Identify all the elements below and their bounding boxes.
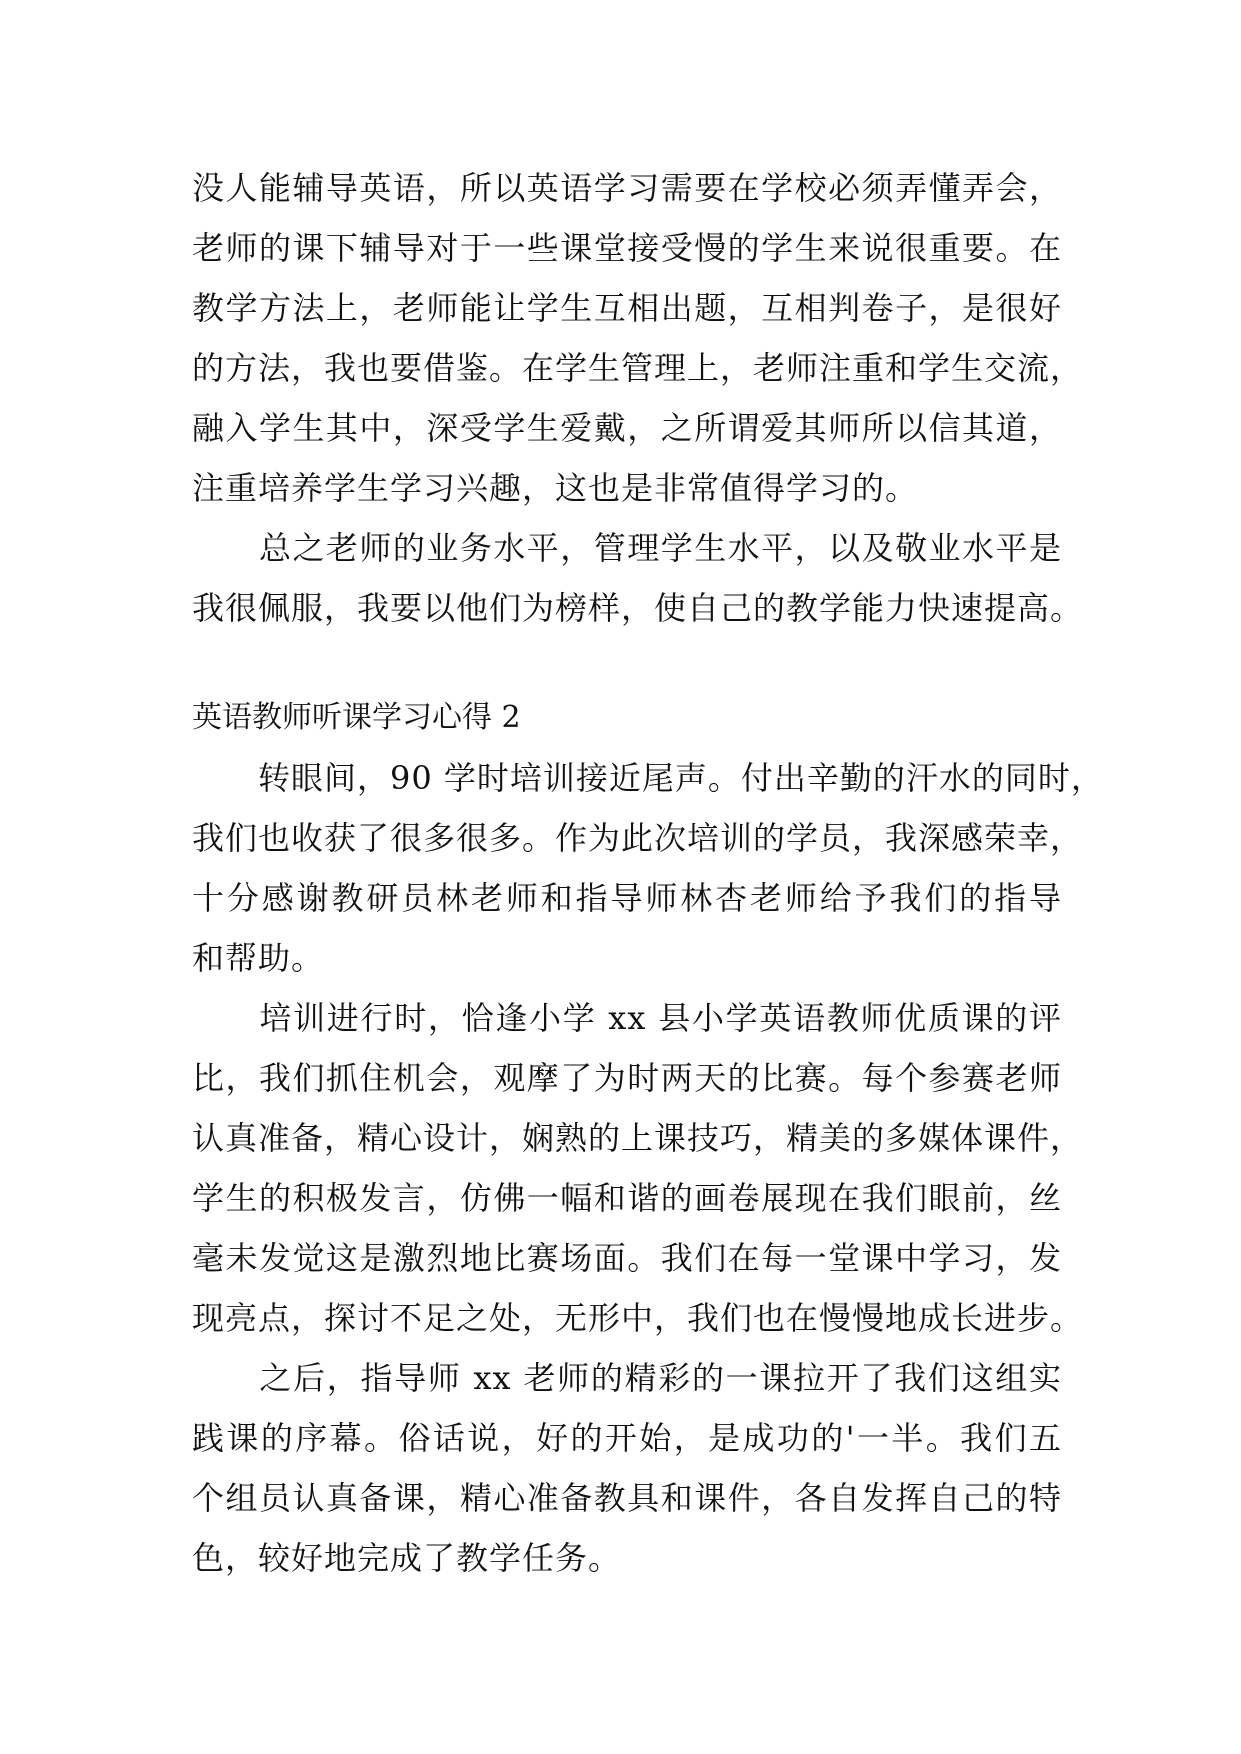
text-line: 老师的课下辅导对于一些课堂接受慢的学生来说很重要。在	[192, 229, 1062, 267]
text-line: 色，较好地完成了教学任务。	[192, 1539, 622, 1577]
text-line: 我很佩服，我要以他们为榜样，使自己的教学能力快速提高。	[192, 589, 1084, 627]
text-line: 和帮助。	[192, 939, 325, 977]
text-line: 没人能辅导英语，所以英语学习需要在学校必须弄懂弄会，	[192, 169, 1062, 207]
text-line: 践课的序幕。俗话说，好的开始，是成功的'一半。我们五	[192, 1419, 1062, 1457]
text-line: 培训进行时，恰逢小学 xx 县小学英语教师优质课的评	[192, 999, 1062, 1037]
text-line: 之后，指导师 xx 老师的精彩的一课拉开了我们这组实	[192, 1359, 1062, 1397]
text-line: 总之老师的业务水平，管理学生水平，以及敬业水平是	[192, 529, 1062, 567]
text-line: 现亮点，探讨不足之处，无形中，我们也在慢慢地成长进步。	[192, 1299, 1084, 1337]
text-line: 学生的积极发言，仿佛一幅和谐的画卷展现在我们眼前，丝	[192, 1179, 1062, 1217]
text-line: 教学方法上，老师能让学生互相出题，互相判卷子，是很好	[192, 289, 1062, 327]
text-line: 转眼间，90 学时培训接近尾声。付出辛勤的汗水的同时，	[192, 759, 1104, 797]
text-line: 认真准备，精心设计，娴熟的上课技巧，精美的多媒体课件，	[192, 1119, 1084, 1157]
text-line: 十分感谢教研员林老师和指导师林杏老师给予我们的指导	[192, 879, 1062, 917]
text-line: 的方法，我也要借鉴。在学生管理上，老师注重和学生交流，	[192, 349, 1084, 387]
text-line: 注重培养学生学习兴趣，这也是非常值得学习的。	[192, 469, 919, 507]
text-line: 毫未发觉这是激烈地比赛场面。我们在每一堂课中学习，发	[192, 1239, 1062, 1277]
text-line: 比，我们抓住机会，观摩了为时两天的比赛。每个参赛老师	[192, 1059, 1062, 1097]
text-line: 个组员认真备课，精心准备教具和课件，各自发挥自己的特	[192, 1479, 1062, 1517]
section-heading: 英语教师听课学习心得 2	[192, 700, 521, 735]
text-line: 我们也收获了很多很多。作为此次培训的学员，我深感荣幸，	[192, 819, 1084, 857]
text-line: 融入学生其中，深受学生爱戴，之所谓爱其师所以信其道，	[192, 409, 1062, 447]
